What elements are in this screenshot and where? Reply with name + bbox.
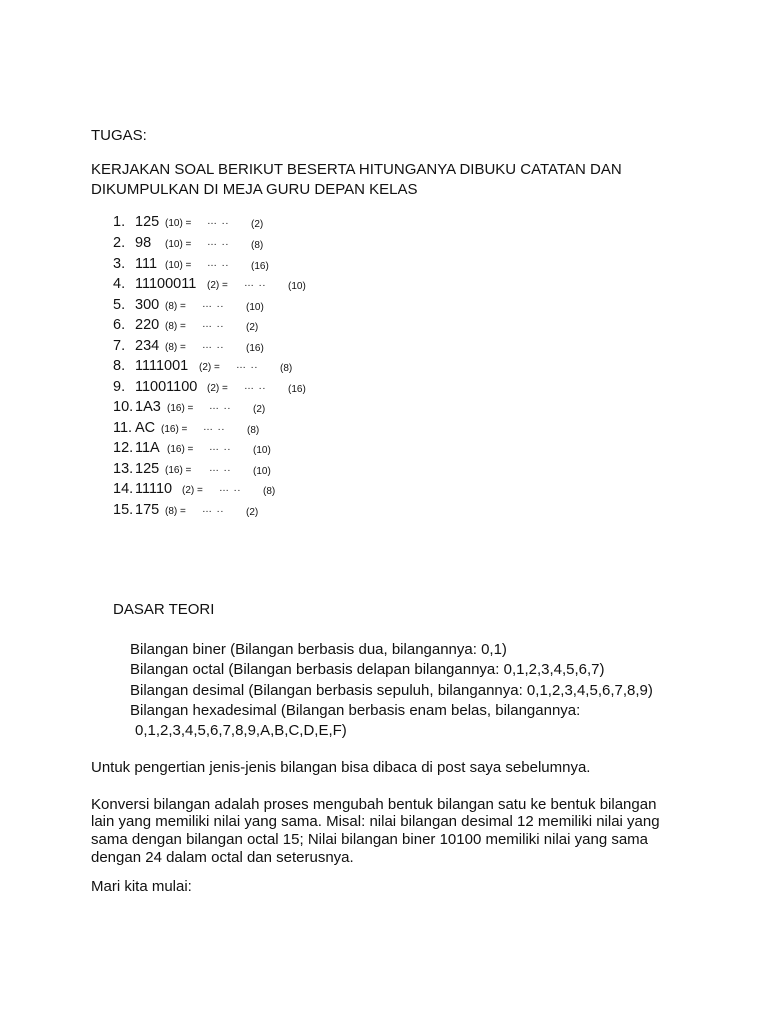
source-base: (16) = — [165, 465, 192, 476]
answer-blank: … .. — [209, 401, 232, 412]
source-base: (8) = — [165, 301, 186, 312]
theory-line: Bilangan hexadesimal (Bilangan berbasis enam belas, bilangannya: — [130, 702, 581, 719]
target-base: (8) — [263, 486, 276, 497]
target-base: (8) — [251, 240, 264, 251]
problem-number: 9. — [113, 379, 126, 395]
answer-blank: … .. — [202, 319, 225, 330]
problem-number: 7. — [113, 338, 126, 354]
paragraph-1: Untuk pengertian jenis-jenis bilangan bisa dibaca di post saya sebelumnya. — [91, 759, 591, 776]
problem-value: 11001100 — [135, 379, 198, 395]
problem-value: 175 — [135, 502, 160, 518]
problem-number: 2. — [113, 235, 126, 251]
theory-line: Bilangan desimal (Bilangan berbasis sepuluh, bilangannya: 0,1,2,3,4,5,6,7,8,9) — [130, 682, 653, 699]
target-base: (10) — [246, 302, 264, 313]
problem-value: 1111001 — [135, 358, 189, 374]
problem-value: 111 — [135, 256, 158, 272]
answer-blank: … .. — [202, 340, 225, 351]
problem-number: 4. — [113, 276, 126, 292]
source-base: (2) = — [199, 362, 220, 373]
target-base: (10) — [253, 445, 271, 456]
answer-blank: … .. — [207, 237, 230, 248]
problem-value: 11A — [135, 440, 160, 456]
answer-blank: … .. — [207, 258, 230, 269]
problem-item — [0, 276, 768, 296]
target-base: (8) — [247, 425, 260, 436]
target-base: (2) — [246, 507, 259, 518]
answer-blank: … .. — [236, 360, 259, 371]
answer-blank: … .. — [209, 442, 232, 453]
problem-value: AC — [135, 420, 156, 436]
theory-line: Bilangan biner (Bilangan berbasis dua, bilangannya: 0,1) — [130, 641, 507, 658]
doc-title: TUGAS: — [91, 127, 147, 144]
source-base: (16) = — [167, 444, 194, 455]
source-base: (10) = — [165, 260, 192, 271]
paragraph-2-line: Konversi bilangan adalah proses mengubah bentuk bilangan satu ke bentuk bilangan — [91, 796, 657, 813]
source-base: (10) = — [165, 239, 192, 250]
theory-line: Bilangan octal (Bilangan berbasis delapan bilangannya: 0,1,2,3,4,5,6,7) — [130, 661, 605, 678]
problem-number: 15. — [113, 502, 134, 518]
problem-number: 13. — [113, 461, 134, 477]
source-base: (2) = — [182, 485, 203, 496]
source-base: (16) = — [161, 424, 188, 435]
answer-blank: … .. — [209, 463, 232, 474]
problem-number: 10. — [113, 399, 134, 415]
problem-item — [0, 338, 768, 358]
problem-value: 234 — [135, 338, 160, 354]
problem-item — [0, 256, 768, 276]
problem-item — [0, 214, 768, 234]
target-base: (2) — [253, 404, 266, 415]
paragraph-2-line: lain yang memiliki nilai yang sama. Misal: nilai bilangan desimal 12 memiliki nilai yang — [91, 813, 660, 830]
problem-value: 125 — [135, 214, 160, 230]
source-base: (16) = — [167, 403, 194, 414]
theory-line: 0,1,2,3,4,5,6,7,8,9,A,B,C,D,E,F) — [135, 722, 347, 739]
problem-number: 11. — [113, 420, 133, 436]
paragraph-2-line: dengan 24 dalam octal dan seterusnya. — [91, 849, 354, 866]
problem-value: 220 — [135, 317, 160, 333]
target-base: (2) — [251, 219, 264, 230]
problem-item — [0, 297, 768, 317]
answer-blank: … .. — [244, 381, 267, 392]
problem-item — [0, 440, 768, 460]
problem-item — [0, 317, 768, 337]
problem-item — [0, 379, 768, 399]
problem-value: 98 — [135, 235, 152, 251]
answer-blank: … .. — [202, 299, 225, 310]
source-base: (2) = — [207, 383, 228, 394]
target-base: (10) — [288, 281, 306, 292]
answer-blank: … .. — [203, 422, 226, 433]
source-base: (2) = — [207, 280, 228, 291]
source-base: (8) = — [165, 342, 186, 353]
problem-number: 6. — [113, 317, 126, 333]
source-base: (10) = — [165, 218, 192, 229]
instruction-line-2: DIKUMPULKAN DI MEJA GURU DEPAN KELAS — [91, 181, 418, 198]
target-base: (16) — [288, 384, 306, 395]
target-base: (16) — [251, 261, 269, 272]
problem-item — [0, 481, 768, 501]
problem-item — [0, 235, 768, 255]
paragraph-3: Mari kita mulai: — [91, 878, 192, 895]
target-base: (10) — [253, 466, 271, 477]
problem-item — [0, 461, 768, 481]
problem-number: 14. — [113, 481, 134, 497]
target-base: (2) — [246, 322, 259, 333]
problem-number: 8. — [113, 358, 126, 374]
problem-value: 1A3 — [135, 399, 161, 415]
problem-number: 12. — [113, 440, 134, 456]
problem-number: 3. — [113, 256, 126, 272]
answer-blank: … .. — [244, 278, 267, 289]
problem-number: 5. — [113, 297, 126, 313]
problem-value: 125 — [135, 461, 160, 477]
instruction-line-1: KERJAKAN SOAL BERIKUT BESERTA HITUNGANYA DIBUKU CATATAN DAN — [91, 161, 622, 178]
source-base: (8) = — [165, 321, 186, 332]
answer-blank: … .. — [207, 216, 230, 227]
theory-heading: DASAR TEORI — [113, 601, 215, 618]
problem-item — [0, 399, 768, 419]
answer-blank: … .. — [202, 504, 225, 515]
target-base: (16) — [246, 343, 264, 354]
source-base: (8) = — [165, 506, 186, 517]
target-base: (8) — [280, 363, 293, 374]
paragraph-2-line: sama dengan bilangan octal 15; Nilai bilangan biner 10100 memiliki nilai yang sama — [91, 831, 649, 848]
problem-value: 11110 — [135, 481, 173, 497]
problem-item — [0, 420, 768, 440]
problem-number: 1. — [113, 214, 126, 230]
problem-item — [0, 502, 768, 522]
problem-value: 11100011 — [135, 276, 197, 292]
problem-value: 300 — [135, 297, 160, 313]
answer-blank: … .. — [219, 483, 242, 494]
problem-item — [0, 358, 768, 378]
